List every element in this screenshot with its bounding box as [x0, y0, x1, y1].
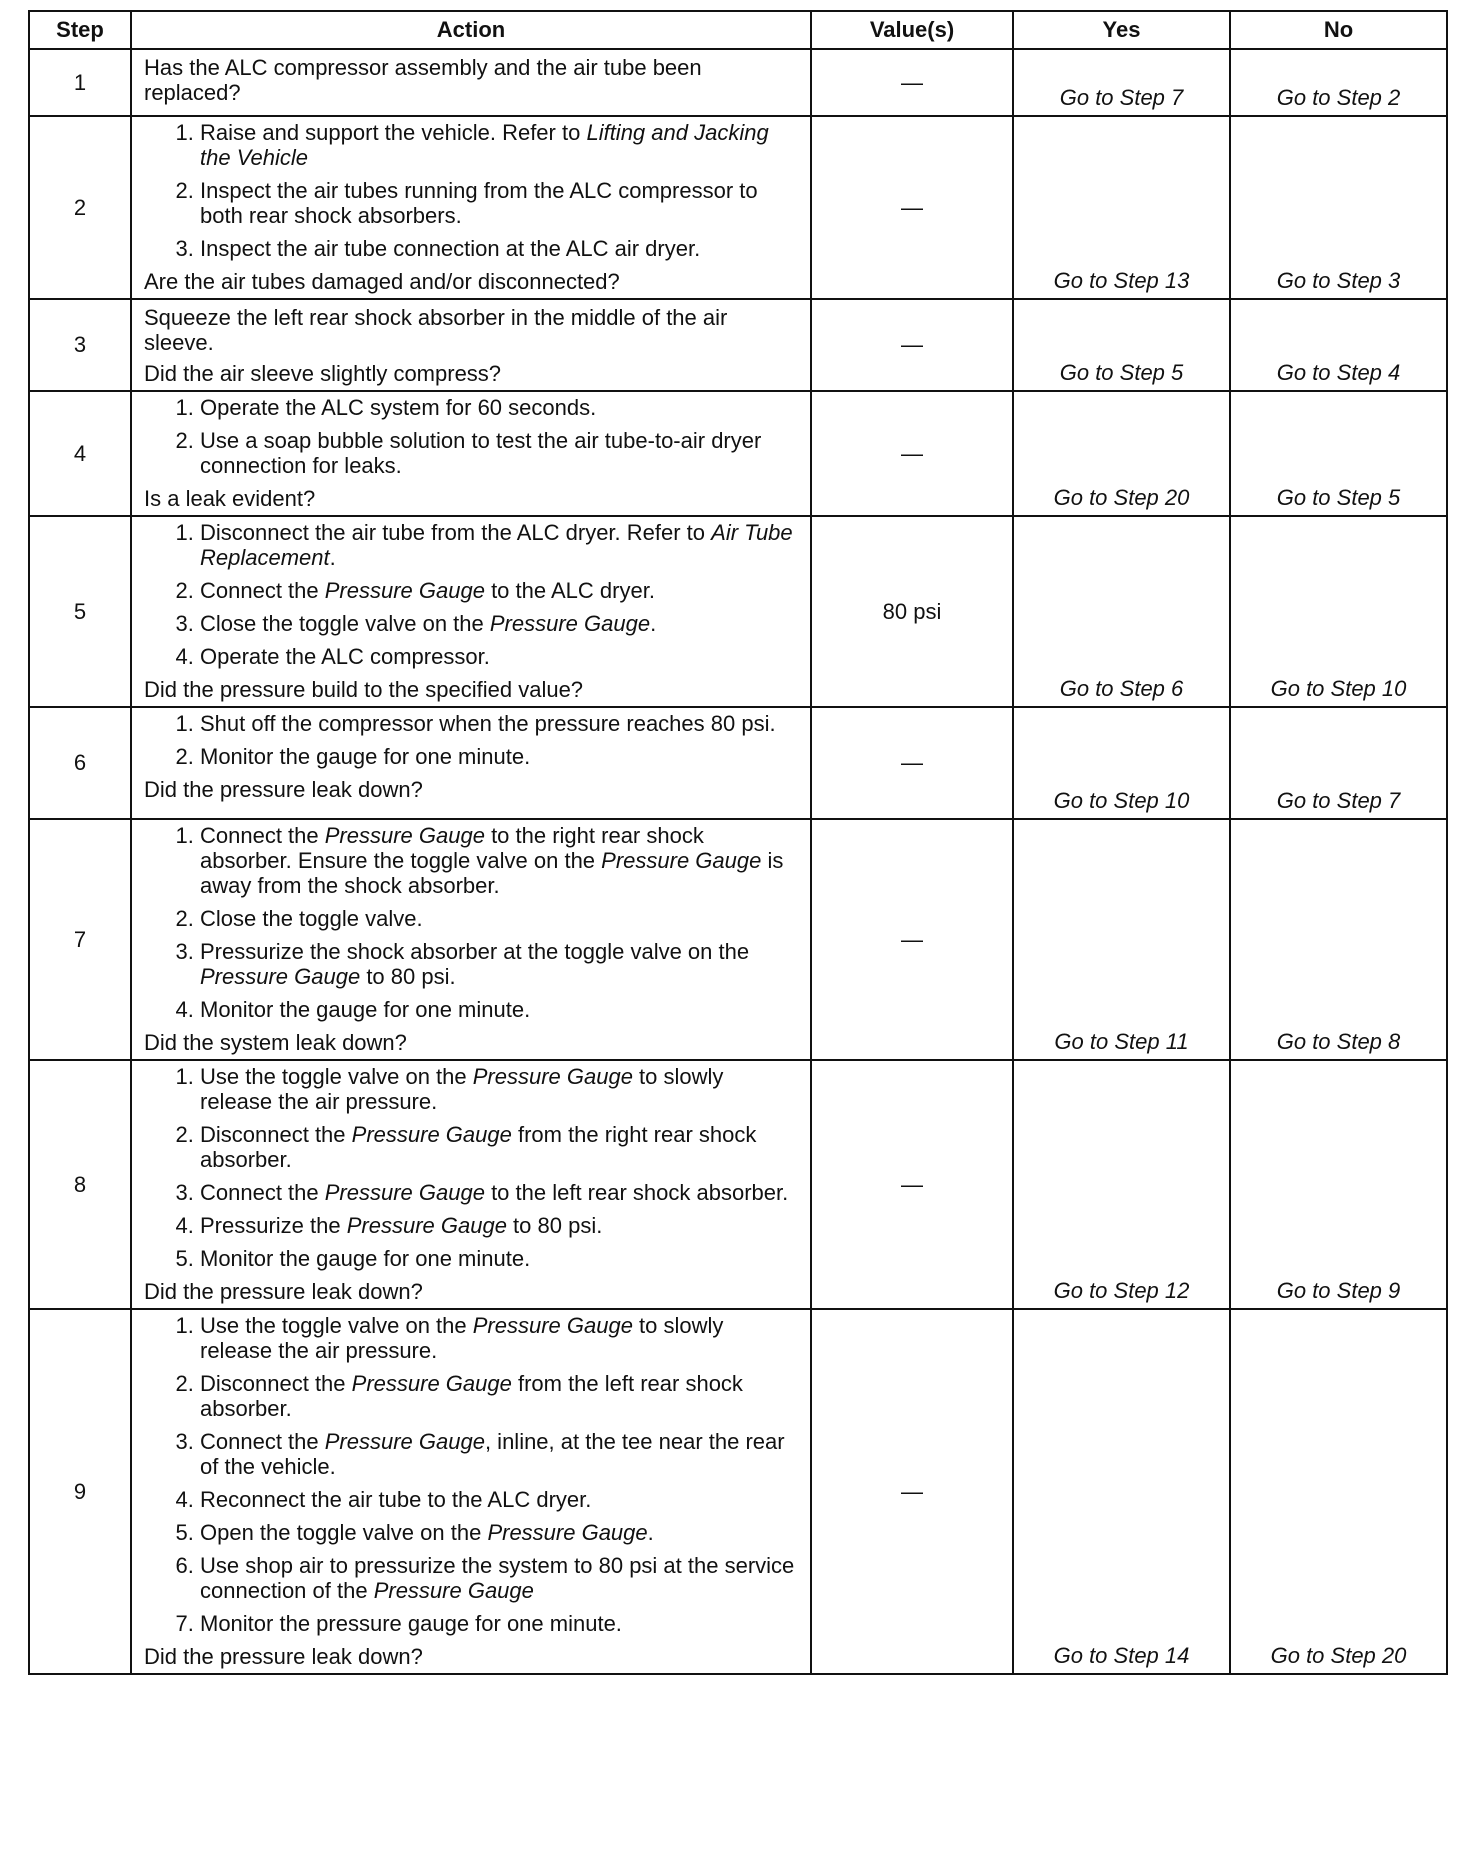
- step-text: Disconnect the: [200, 1371, 352, 1396]
- no-result: Go to Step 7: [1230, 707, 1447, 819]
- step-text: Connect the: [200, 823, 325, 848]
- action-step: [200, 1371, 800, 1421]
- action-step: [200, 1246, 800, 1271]
- action-cell: [131, 516, 811, 707]
- action-step: [200, 906, 800, 931]
- action-steps: [144, 1313, 800, 1636]
- step-text: , inline, at the tee near the rear of the vehicle.: [200, 1429, 785, 1479]
- action-step: [200, 1611, 800, 1636]
- header-values: Value(s): [811, 11, 1013, 49]
- action-step: [200, 578, 800, 603]
- reference-text: Pressure Gauge: [346, 1213, 507, 1238]
- reference-text: Lifting and Jacking the Vehicle: [200, 120, 769, 170]
- action-steps: [144, 120, 800, 261]
- step-text: .: [329, 545, 336, 570]
- value-cell: —: [811, 299, 1013, 391]
- table-row: [29, 516, 1447, 707]
- action-cell: [131, 707, 811, 819]
- step-number: 7: [29, 819, 131, 1060]
- action-steps: [144, 711, 800, 769]
- action-step: [200, 1553, 800, 1603]
- header-action: Action: [131, 11, 811, 49]
- reference-text: Pressure Gauge: [601, 848, 762, 873]
- table-row: [29, 299, 1447, 391]
- value-cell: 80 psi: [811, 516, 1013, 707]
- yes-result: Go to Step 13: [1013, 116, 1230, 299]
- action-step: [200, 178, 800, 228]
- step-text: Use shop air to pressurize the system to 80 psi at the service connection of the: [200, 1553, 795, 1603]
- step-text: to slowly release the air pressure.: [200, 1064, 724, 1114]
- action-step: [200, 120, 800, 170]
- step-text: Operate the ALC compressor.: [200, 644, 490, 669]
- action-step: [200, 611, 800, 636]
- action-question: Did the pressure leak down?: [144, 777, 423, 802]
- step-text: Connect the: [200, 578, 325, 603]
- action-step: [200, 744, 800, 769]
- reference-text: Pressure Gauge: [351, 1371, 512, 1396]
- action-question: Did the system leak down?: [144, 1030, 407, 1055]
- reference-text: Pressure Gauge: [324, 1180, 485, 1205]
- reference-text: Pressure Gauge: [324, 578, 485, 603]
- value-cell: —: [811, 707, 1013, 819]
- step-number: 3: [29, 299, 131, 391]
- step-text: Disconnect the air tube from the ALC dryer. Refer to: [200, 520, 712, 545]
- action-step: [200, 939, 800, 989]
- action-step: [200, 1180, 800, 1205]
- yes-result: Go to Step 11: [1013, 819, 1230, 1060]
- action-steps: [144, 1064, 800, 1271]
- action-cell: [131, 49, 811, 116]
- value-cell: —: [811, 116, 1013, 299]
- action-intro: Squeeze the left rear shock absorber in the middle of the air sleeve.: [144, 305, 728, 355]
- action-question: Did the pressure build to the specified value?: [144, 677, 584, 702]
- action-step: [200, 520, 800, 570]
- step-text: Monitor the gauge for one minute.: [200, 997, 531, 1022]
- step-text: Pressurize the shock absorber at the toggle valve on the: [200, 939, 750, 964]
- value-cell: —: [811, 391, 1013, 516]
- table-body: [29, 49, 1447, 1674]
- step-text: .: [647, 1520, 654, 1545]
- step-number: 2: [29, 116, 131, 299]
- reference-text: Air Tube Replacement: [200, 520, 793, 570]
- action-step: [200, 1520, 800, 1545]
- action-step: [200, 1313, 800, 1363]
- step-text: Monitor the pressure gauge for one minute.: [200, 1611, 622, 1636]
- header-step: Step: [29, 11, 131, 49]
- no-result: Go to Step 5: [1230, 391, 1447, 516]
- step-text: to the ALC dryer.: [484, 578, 655, 603]
- action-steps: [144, 395, 800, 478]
- action-step: [200, 997, 800, 1022]
- reference-text: Pressure Gauge: [373, 1578, 534, 1603]
- step-number: 5: [29, 516, 131, 707]
- reference-text: Pressure Gauge: [489, 611, 651, 636]
- step-number: 8: [29, 1060, 131, 1309]
- no-result: Go to Step 10: [1230, 516, 1447, 707]
- action-cell: [131, 1309, 811, 1674]
- step-text: Inspect the air tubes running from the ALC compressor to both rear shock absorbers.: [200, 178, 758, 228]
- step-text: Disconnect the: [200, 1122, 352, 1147]
- action-cell: [131, 116, 811, 299]
- reference-text: Pressure Gauge: [200, 964, 361, 989]
- action-step: [200, 1122, 800, 1172]
- step-text: Close the toggle valve.: [200, 906, 423, 931]
- action-cell: [131, 299, 811, 391]
- step-text: from the right rear shock absorber.: [200, 1122, 757, 1172]
- action-question: Did the pressure leak down?: [144, 1644, 423, 1669]
- yes-result: Go to Step 14: [1013, 1309, 1230, 1674]
- diagnostic-table: [28, 10, 1448, 1675]
- step-text: Close the toggle valve on the: [200, 611, 490, 636]
- step-text: Raise and support the vehicle. Refer to: [200, 120, 587, 145]
- table-row: [29, 1309, 1447, 1674]
- yes-result: Go to Step 7: [1013, 49, 1230, 116]
- step-text: Pressurize the: [200, 1213, 347, 1238]
- step-text: Inspect the air tube connection at the ALC air dryer.: [200, 236, 701, 261]
- yes-result: Go to Step 20: [1013, 391, 1230, 516]
- action-steps: [144, 823, 800, 1022]
- step-text: to 80 psi.: [506, 1213, 603, 1238]
- yes-result: Go to Step 5: [1013, 299, 1230, 391]
- table-row: [29, 819, 1447, 1060]
- header-no: No: [1230, 11, 1447, 49]
- table-row: [29, 391, 1447, 516]
- step-text: Open the toggle valve on the: [200, 1520, 488, 1545]
- step-number: 9: [29, 1309, 131, 1674]
- step-text: to 80 psi.: [360, 964, 456, 989]
- step-text: to slowly release the air pressure.: [200, 1313, 724, 1363]
- action-steps: [144, 520, 800, 669]
- no-result: Go to Step 4: [1230, 299, 1447, 391]
- table-row: [29, 49, 1447, 116]
- action-step: [200, 1487, 800, 1512]
- action-question: Are the air tubes damaged and/or disconnected?: [144, 269, 620, 294]
- action-question: Did the air sleeve slightly compress?: [144, 361, 502, 386]
- action-cell: [131, 1060, 811, 1309]
- table-row: [29, 116, 1447, 299]
- value-cell: —: [811, 49, 1013, 116]
- yes-result: Go to Step 6: [1013, 516, 1230, 707]
- step-number: 4: [29, 391, 131, 516]
- no-result: Go to Step 20: [1230, 1309, 1447, 1674]
- no-result: Go to Step 9: [1230, 1060, 1447, 1309]
- header-row: [29, 11, 1447, 49]
- step-text: Use a soap bubble solution to test the air tube-to-air dryer connection for leaks.: [200, 428, 762, 478]
- yes-result: Go to Step 10: [1013, 707, 1230, 819]
- yes-result: Go to Step 12: [1013, 1060, 1230, 1309]
- action-question: Is a leak evident?: [144, 486, 316, 511]
- table-row: [29, 1060, 1447, 1309]
- step-text: to the left rear shock absorber.: [484, 1180, 789, 1205]
- action-question: Did the pressure leak down?: [144, 1279, 423, 1304]
- value-cell: —: [811, 819, 1013, 1060]
- step-text: Connect the: [200, 1180, 325, 1205]
- action-cell: [131, 819, 811, 1060]
- step-text: from the left rear shock absorber.: [200, 1371, 743, 1421]
- reference-text: Pressure Gauge: [472, 1064, 633, 1089]
- action-step: [200, 1064, 800, 1114]
- step-text: Operate the ALC system for 60 seconds.: [200, 395, 597, 420]
- value-cell: —: [811, 1309, 1013, 1674]
- step-text: Monitor the gauge for one minute.: [200, 744, 531, 769]
- reference-text: Pressure Gauge: [351, 1122, 512, 1147]
- reference-text: Pressure Gauge: [487, 1520, 648, 1545]
- table-row: [29, 707, 1447, 819]
- action-step: [200, 395, 800, 420]
- action-step: [200, 644, 800, 669]
- step-text: Shut off the compressor when the pressure reaches 80 psi.: [200, 711, 776, 736]
- step-text: Reconnect the air tube to the ALC dryer.: [200, 1487, 592, 1512]
- step-text: .: [650, 611, 657, 636]
- no-result: Go to Step 8: [1230, 819, 1447, 1060]
- action-step: [200, 1429, 800, 1479]
- action-step: [200, 711, 800, 736]
- step-number: 1: [29, 49, 131, 116]
- value-cell: —: [811, 1060, 1013, 1309]
- action-step: [200, 823, 800, 898]
- step-text: Monitor the gauge for one minute.: [200, 1246, 531, 1271]
- action-step: [200, 236, 800, 261]
- action-step: [200, 428, 800, 478]
- step-text: Use the toggle valve on the: [200, 1064, 473, 1089]
- no-result: Go to Step 2: [1230, 49, 1447, 116]
- reference-text: Pressure Gauge: [324, 823, 485, 848]
- reference-text: Pressure Gauge: [324, 1429, 485, 1454]
- step-number: 6: [29, 707, 131, 819]
- action-cell: [131, 391, 811, 516]
- step-text: Connect the: [200, 1429, 325, 1454]
- action-step: [200, 1213, 800, 1238]
- header-yes: Yes: [1013, 11, 1230, 49]
- no-result: Go to Step 3: [1230, 116, 1447, 299]
- reference-text: Pressure Gauge: [472, 1313, 633, 1338]
- step-text: to the right rear shock absorber. Ensure the toggle valve on the: [200, 823, 704, 873]
- action-intro: Has the ALC compressor assembly and the air tube been replaced?: [144, 55, 702, 105]
- step-text: is away from the shock absorber.: [200, 848, 784, 898]
- step-text: Use the toggle valve on the: [200, 1313, 473, 1338]
